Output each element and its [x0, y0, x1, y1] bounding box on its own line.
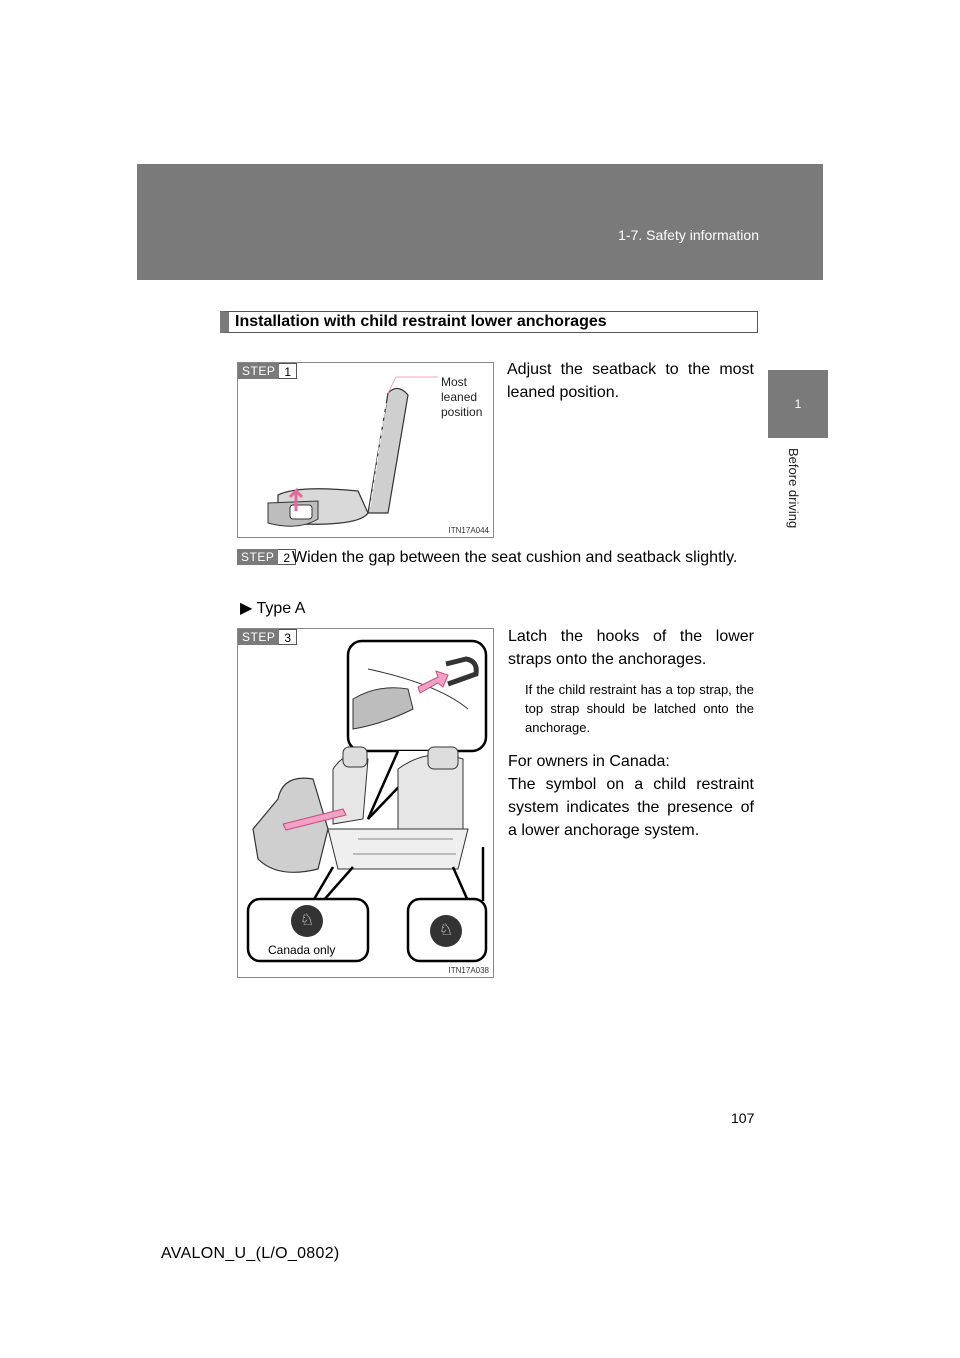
top-strap-note: If the child restraint has a top strap, the top strap should be latched onto the anchorage.	[525, 682, 754, 735]
step-word: STEP	[238, 629, 279, 645]
step-word: STEP	[237, 549, 278, 565]
model-code: AVALON_U_(L/O_0802)	[161, 1245, 340, 1262]
step-2-text: Widen the gap between the seat cushion and seatback slightly.	[292, 549, 738, 566]
step-2-badge	[237, 549, 296, 565]
chapter-number: 1	[794, 397, 802, 411]
chapter-title: Before driving	[786, 448, 801, 529]
figure-code: ITN17A044	[448, 526, 489, 535]
page-number: 107	[731, 1110, 755, 1126]
canada-only-label: Canada only	[268, 943, 336, 957]
type-label	[240, 597, 305, 620]
canada-heading: For owners in Canada:	[508, 753, 670, 770]
type-label-text: Type A	[256, 600, 306, 617]
lower-anchorage-symbol-icon: ♘	[430, 915, 462, 947]
header-band	[137, 164, 823, 280]
section-heading: Installation with child restraint lower anchorages	[220, 311, 758, 333]
chapter-tab	[768, 370, 828, 438]
canada-text: The symbol on a child restraint system indicates the presence of a lower anchorage system.	[508, 776, 754, 839]
step-3-text: Latch the hooks of the lower straps onto the anchorages.	[508, 628, 754, 668]
figure-seatback-recline	[237, 362, 494, 538]
step-1-badge	[238, 363, 297, 379]
step-3-badge	[238, 629, 297, 645]
step-1-text: Adjust the seatback to the most leaned position.	[507, 361, 754, 401]
triangle-bullet-icon: ▶	[240, 600, 253, 617]
lower-anchorage-symbol-icon: ♘	[291, 905, 323, 937]
step-number: 1	[279, 363, 297, 379]
step-number: 2	[278, 549, 296, 565]
figure-lower-anchorages	[237, 628, 494, 978]
step-number: 3	[279, 629, 297, 645]
most-leaned-callout: Most leaned position	[441, 375, 483, 419]
figure-code: ITN17A038	[448, 966, 489, 975]
header-section-title: 1-7. Safety information	[618, 227, 759, 243]
step-word: STEP	[238, 363, 279, 379]
